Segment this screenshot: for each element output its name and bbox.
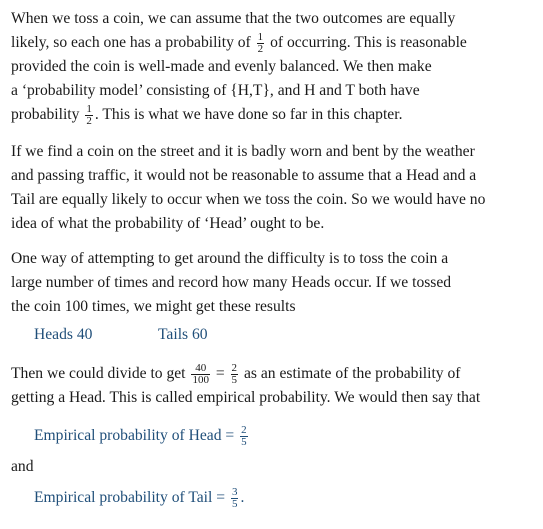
period: . bbox=[240, 489, 245, 506]
fraction-denominator: 5 bbox=[231, 373, 238, 386]
text-line: . This is what we have done so far in this chapter. bbox=[94, 106, 403, 123]
tails-result: Tails 60 bbox=[158, 326, 208, 343]
paragraph-toss-experiment bbox=[11, 247, 536, 319]
text-line: Tail are equally likely to occur when we toss the coin. So we would have no bbox=[11, 191, 486, 208]
text-line: getting a Head. This is called empirical probability. We would then say that bbox=[11, 389, 481, 406]
toss-results bbox=[34, 324, 208, 346]
fraction-40-100 bbox=[191, 363, 210, 386]
paragraph-worn-coin bbox=[11, 140, 536, 236]
fraction-one-half bbox=[257, 32, 265, 55]
fraction-numerator: 40 bbox=[191, 363, 210, 375]
text-line: likely, so each one has a probability of bbox=[11, 34, 251, 51]
text-line: When we toss a coin, we can assume that the two outcomes are equally bbox=[11, 10, 456, 27]
fraction-numerator: 1 bbox=[257, 30, 264, 43]
fraction-numerator: 2 bbox=[231, 361, 238, 374]
text-line: large number of times and record how many Heads occur. If we tossed bbox=[11, 274, 452, 291]
text-line: the coin 100 times, we might get these results bbox=[11, 298, 296, 315]
equation-empirical-head bbox=[34, 424, 250, 448]
fraction-one-half bbox=[85, 104, 93, 127]
text-line: as an estimate of the probability of bbox=[243, 365, 461, 382]
text-line: and passing traffic, it would not be reasonable to assume that a Head and a bbox=[11, 167, 477, 184]
equation-empirical-tail bbox=[34, 486, 244, 510]
equation-label: Empirical probability of Head = bbox=[34, 427, 235, 444]
text-line: of occurring. This is reasonable bbox=[270, 34, 467, 51]
fraction-denominator: 5 bbox=[231, 497, 238, 510]
fraction-tail bbox=[231, 487, 239, 510]
text-line: One way of attempting to get around the difficulty is to toss the coin a bbox=[11, 250, 449, 267]
paragraph-coin-model bbox=[11, 7, 536, 127]
fraction-2-5 bbox=[231, 363, 239, 386]
text-line: If we find a coin on the street and it is badly worn and bent by the weather bbox=[11, 143, 475, 160]
equation-label: Empirical probability of Tail = bbox=[34, 489, 226, 506]
fraction-numerator: 1 bbox=[86, 102, 92, 115]
fraction-numerator: 3 bbox=[231, 485, 238, 498]
fraction-denominator: 2 bbox=[257, 42, 264, 55]
heads-result: Heads 40 bbox=[34, 326, 93, 343]
text-line: a ‘probability model’ consisting of {H,T}, and H and T both have bbox=[11, 82, 420, 99]
fraction-head bbox=[240, 425, 248, 448]
equals-sign: = bbox=[215, 365, 225, 382]
and-connector: and bbox=[11, 458, 34, 475]
fraction-denominator: 5 bbox=[241, 435, 247, 448]
text-line: idea of what the probability of ‘Head’ ought to be. bbox=[11, 215, 325, 232]
text-line: provided the coin is well-made and evenly balanced. We then make bbox=[11, 58, 432, 75]
text-line: Then we could divide to get bbox=[11, 365, 186, 382]
text-line: probability bbox=[11, 106, 80, 123]
fraction-denominator: 2 bbox=[86, 114, 92, 127]
fraction-numerator: 2 bbox=[241, 423, 247, 436]
fraction-denominator: 100 bbox=[192, 373, 209, 386]
paragraph-empirical bbox=[11, 362, 536, 410]
